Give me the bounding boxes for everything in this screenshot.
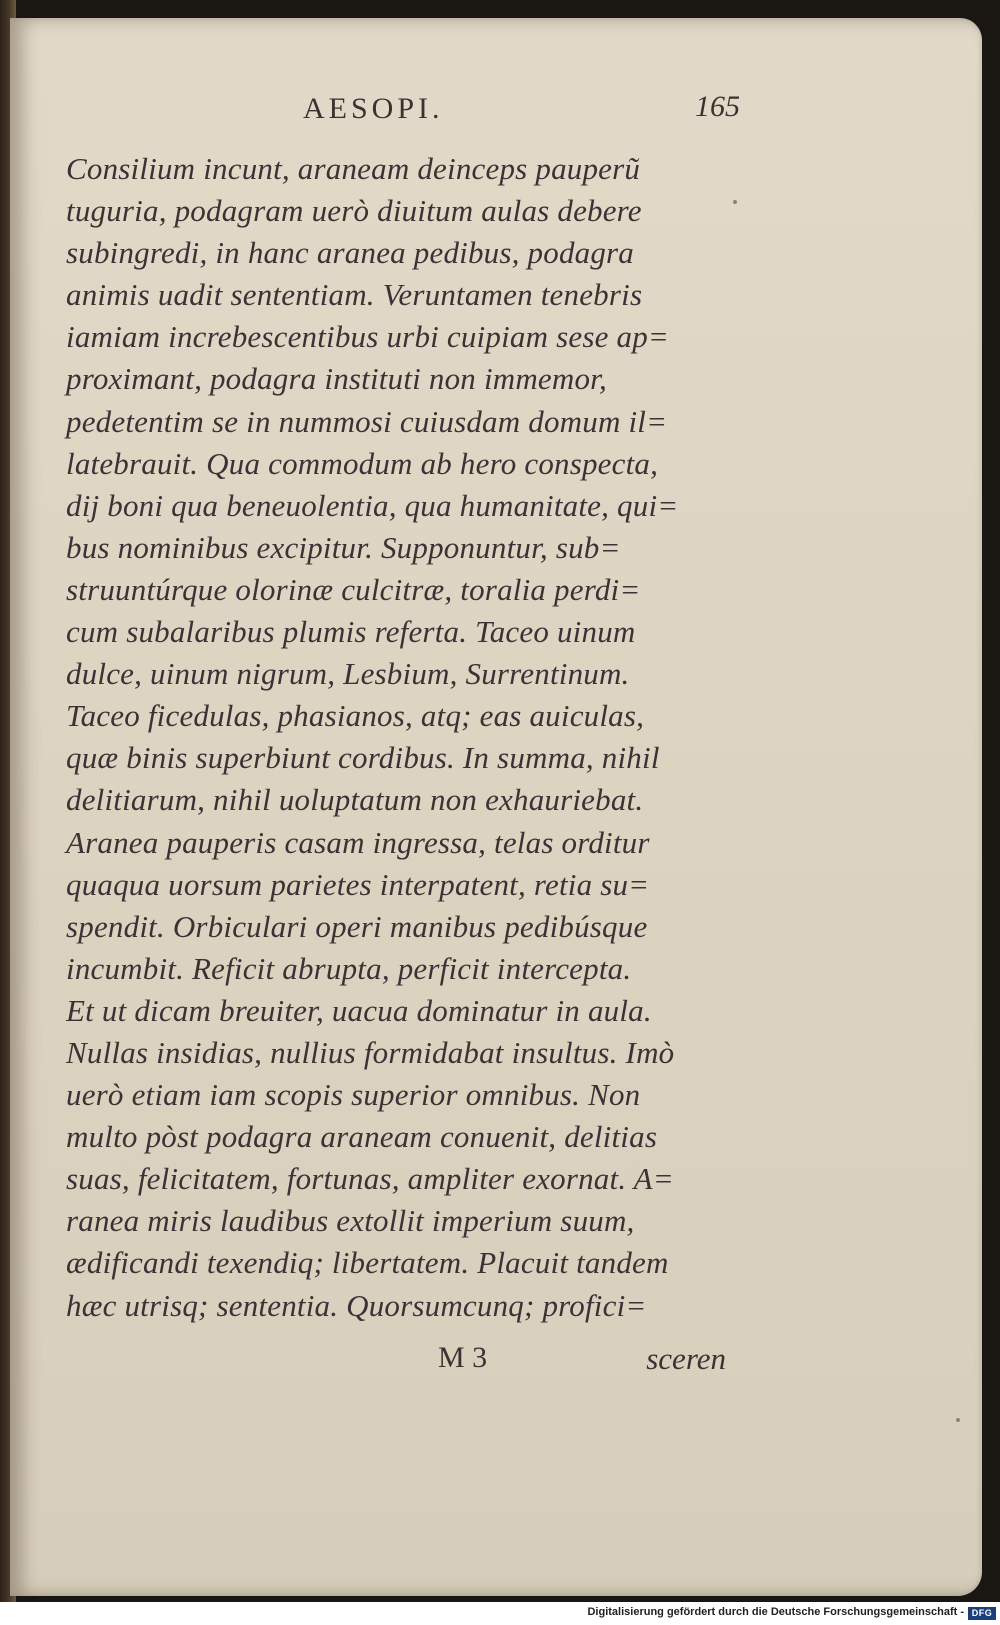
text-line: bus nominibus excipitur. Supponuntur, sub=: [66, 529, 621, 565]
text-line: Consilium incunt, araneam deinceps pauperũ: [66, 151, 641, 186]
text-line: dij boni qua beneuolentia, qua humanitate, qui=: [66, 487, 679, 523]
text-line: Et ut dicam breuiter, uacua dominatur in aula.: [66, 992, 652, 1028]
text-line: multo pòst podagra araneam conuenit, delitias: [66, 1119, 658, 1155]
dfg-logo-icon: DFG: [968, 1607, 996, 1620]
text-line: hæc utrisq; sententia. Quorsumcunq; profici=: [66, 1287, 647, 1323]
text-line: quaqua uorsum parietes interpatent, retia su=: [66, 866, 650, 902]
text-line: iamiam increbescentibus urbi cuipiam sese ap=: [66, 319, 670, 355]
text-line: suas, felicitatem, fortunas, ampliter exornat. A=: [66, 1161, 674, 1197]
text-line: subingredi, in hanc aranea pedibus, podagra: [66, 235, 635, 271]
running-head-title: AESOPI.: [303, 92, 444, 125]
text-line: incumbit. Reficit abrupta, perficit intercepta.: [66, 950, 632, 986]
text-line: animis uadit sententiam. Veruntamen tenebris: [66, 277, 643, 313]
text-line: struuntúrque olorinæ culcitræ, toralia perdi=: [66, 571, 641, 607]
paper-speck: [733, 200, 737, 204]
text-line: tuguria, podagram uerò diuitum aulas debere: [66, 193, 642, 229]
catchword: sceren: [646, 1341, 726, 1376]
text-line: Taceo ficedulas, phasianos, atq; eas auiculas,: [66, 698, 645, 734]
text-line: quæ binis superbiunt cordibus. In summa, nihil: [66, 740, 660, 776]
text-line: delitiarum, nihil uoluptatum non exhauriebat.: [66, 782, 644, 818]
page-foot: [66, 1341, 726, 1385]
text-line: cum subalaribus plumis referta. Taceo uinum: [66, 614, 636, 650]
digitization-footer: [0, 1602, 1000, 1625]
text-line: ædificandi texendiq; libertatem. Placuit tandem: [66, 1245, 669, 1281]
text-line: spendit. Orbiculari operi manibus pedibúsque: [66, 908, 648, 944]
text-line: Aranea pauperis casam ingressa, telas orditur: [66, 824, 650, 860]
text-line: ranea miris laudibus extollit imperium suum,: [66, 1203, 635, 1239]
text-line: proximant, podagra instituti non immemor,: [66, 361, 607, 397]
running-head: [70, 90, 740, 132]
signature-mark: M 3: [438, 1341, 488, 1374]
text-line: uerò etiam iam scopis superior omnibus. Non: [66, 1077, 641, 1113]
text-line: pedetentim se in nummosi cuiusdam domum il=: [66, 403, 668, 439]
funding-credit: Digitalisierung gefördert durch die Deutsche Forschungsgemeinschaft -: [587, 1606, 964, 1618]
paper-speck: [956, 1418, 960, 1422]
book-page: [10, 18, 982, 1596]
page-number: 165: [695, 90, 740, 123]
text-line: dulce, uinum nigrum, Lesbium, Surrentinum.: [66, 656, 630, 692]
text-line: Nullas insidias, nullius formidabat insultus. Imò: [66, 1034, 675, 1070]
body-text: [66, 148, 726, 1327]
text-line: latebrauit. Qua commodum ab hero conspecta,: [66, 445, 659, 481]
